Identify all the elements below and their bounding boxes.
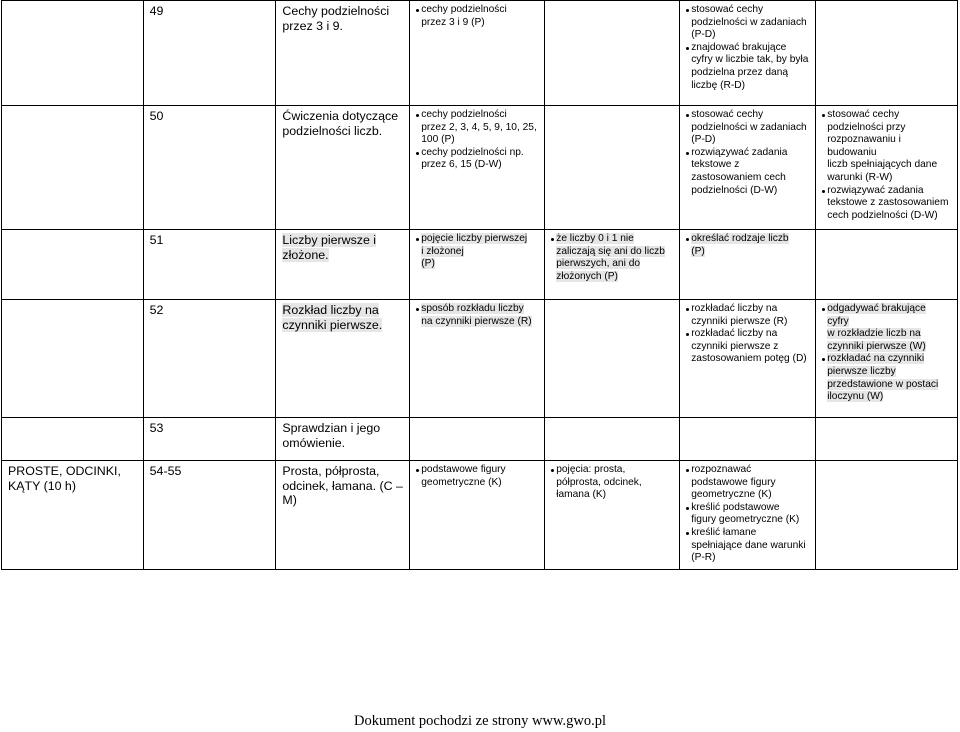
table-row <box>2 461 958 570</box>
footer-source: Dokument pochodzi ze strony www.gwo.pl <box>354 713 606 729</box>
bullet-line: (P-D) <box>691 29 716 41</box>
section-cell <box>2 1 144 106</box>
bullet-line: znajdować brakujące <box>691 41 787 53</box>
basic-skills <box>680 300 816 418</box>
required-knowledge <box>410 106 545 230</box>
bullet-line: rozwiązywać zadania <box>691 146 788 158</box>
lesson-topic <box>276 106 410 230</box>
bullet-line: czynniki pierwsze (R) <box>691 315 788 327</box>
bullet-line: cechy podzielności <box>421 109 507 120</box>
bullet-line <box>421 303 538 316</box>
bullet-line <box>421 316 538 329</box>
lesson-number: 50 <box>143 106 276 230</box>
bullet-item <box>686 502 809 527</box>
section-cell <box>2 230 144 300</box>
bullet-line: rozkładać liczby na <box>691 328 778 340</box>
highlight: iloczynu (W) <box>827 391 884 403</box>
bullet-line: cechy podzielności np. <box>421 146 524 158</box>
bullet-line <box>827 316 951 329</box>
bullet-line: tekstowe z <box>691 159 740 171</box>
highlight: określać rodzaje liczb <box>691 233 789 244</box>
bullet-line: cech podzielności (D-W) <box>827 209 938 221</box>
bullet-line <box>421 233 538 246</box>
highlight: przedstawione w postaci <box>827 378 939 390</box>
lesson-topic <box>276 418 410 461</box>
bullet-line: geometryczne (K) <box>421 476 502 488</box>
table-row <box>2 300 958 418</box>
bullet-item <box>416 233 538 271</box>
extended-knowledge <box>545 461 680 570</box>
bullet-line: podzielności w zadaniach <box>691 121 807 133</box>
bullet-line: rozpoznawaniu i budowaniu <box>827 134 901 158</box>
highlight: na czynniki pierwsze (R) <box>421 315 532 327</box>
bullet-line: (P-D) <box>691 134 716 146</box>
bullet-line <box>827 379 951 392</box>
bullet-line: podzielności przy <box>827 121 906 133</box>
section-cell <box>2 418 144 461</box>
bullet-line: zastosowaniem cech <box>691 171 786 183</box>
bullet-item <box>686 328 809 366</box>
lesson-topic <box>276 300 410 418</box>
lesson-topic <box>276 230 410 300</box>
bullet-line: cyfry w liczbie tak, by była <box>691 54 809 66</box>
highlight: i złożonej <box>421 245 464 257</box>
advanced-skills <box>816 418 958 461</box>
bullet-item <box>822 303 951 353</box>
highlight: czynniki pierwsze (W) <box>827 340 926 352</box>
bullet-item <box>686 109 809 147</box>
bullet-item <box>416 464 538 489</box>
bullet-line: podzielności w zadaniach <box>691 16 807 28</box>
topic-text: Cechy podzielności przez 3 i 9. <box>282 4 390 33</box>
bullet-line <box>827 303 951 316</box>
table-row <box>2 230 958 300</box>
extended-knowledge <box>545 1 680 106</box>
bullet-line: przez 3 i 9 (P) <box>421 16 485 28</box>
bullet-item <box>551 464 673 502</box>
table-row <box>2 106 958 230</box>
required-knowledge <box>410 418 545 461</box>
highlight: pojęcie liczby pierwszej <box>421 233 528 244</box>
basic-skills <box>680 106 816 230</box>
highlight: cyfry <box>827 315 849 327</box>
bullet-line: rozkładać liczby na <box>691 303 778 314</box>
bullet-item <box>686 42 809 92</box>
bullet-line: liczb spełniających dane <box>827 159 938 171</box>
highlight: rozkładać na czynniki <box>827 353 925 365</box>
bullet-line <box>827 366 951 379</box>
lesson-topic <box>276 1 410 106</box>
bullet-item <box>822 353 951 403</box>
bullet-line: rozwiązywać zadania <box>827 184 924 196</box>
bullet-item <box>686 147 809 197</box>
bullet-line: stosować cechy <box>691 4 764 15</box>
bullet-line: kreślić łamane <box>691 526 757 538</box>
section-cell <box>2 106 144 230</box>
bullet-item <box>686 233 809 258</box>
bullet-item <box>416 109 538 147</box>
highlight: że liczby 0 i 1 nie <box>556 233 634 244</box>
table-row <box>2 1 958 106</box>
bullet-line: liczbę (R-D) <box>691 79 745 91</box>
bullet-line: stosować cechy <box>691 109 764 120</box>
bullet-line <box>827 353 951 366</box>
extended-knowledge <box>545 418 680 461</box>
bullet-line: łamana (K) <box>556 489 607 501</box>
highlight: zaliczają się ani do liczb <box>556 245 665 257</box>
bullet-line <box>691 233 809 246</box>
bullet-line: spełniające dane warunki <box>691 539 806 551</box>
bullet-line: 100 (P) <box>421 134 455 146</box>
highlight: w rozkładzie liczb na <box>827 328 921 340</box>
required-knowledge <box>410 300 545 418</box>
required-knowledge <box>410 461 545 570</box>
bullet-line <box>827 328 951 341</box>
bullet-item <box>686 464 809 502</box>
highlight: pierwszych, ani do <box>556 258 641 270</box>
topic-text: Ćwiczenia dotyczące podzielności liczb. <box>282 109 399 138</box>
bullet-line: półprosta, odcinek, <box>556 476 642 488</box>
section-cell <box>2 300 144 418</box>
bullet-line <box>556 258 673 271</box>
bullet-item <box>416 303 538 328</box>
highlight: (P) <box>691 245 705 257</box>
bullet-line <box>556 233 673 246</box>
highlight: odgadywać brakujące <box>827 303 926 314</box>
bullet-line: podstawowe figury <box>421 464 506 475</box>
basic-skills <box>680 1 816 106</box>
advanced-skills <box>816 106 958 230</box>
bullet-line <box>827 391 951 404</box>
highlight: pierwsze liczby <box>827 365 896 377</box>
bullet-line: figury geometryczne (K) <box>691 514 800 526</box>
bullet-line: pojęcia: prosta, <box>556 464 626 475</box>
bullet-line <box>421 258 538 271</box>
lesson-plan-table <box>1 0 958 570</box>
required-knowledge <box>410 230 545 300</box>
bullet-line <box>691 246 809 259</box>
lesson-number: 54-55 <box>143 461 276 570</box>
bullet-line: cechy podzielności <box>421 4 507 15</box>
bullet-line: podzielności (D-W) <box>691 184 778 196</box>
bullet-item <box>822 185 951 223</box>
bullet-line: warunki (R-W) <box>827 171 893 183</box>
section-cell: PROSTE, ODCINKI, KĄTY (10 h) <box>2 461 144 570</box>
bullet-item <box>416 4 538 29</box>
bullet-line: (P-R) <box>691 552 716 564</box>
bullet-item <box>686 4 809 42</box>
bullet-line: przez 6, 15 (D-W) <box>421 159 502 171</box>
advanced-skills <box>816 1 958 106</box>
basic-skills <box>680 230 816 300</box>
bullet-line: tekstowe z zastosowaniem <box>827 197 949 209</box>
extended-knowledge <box>545 230 680 300</box>
advanced-skills <box>816 300 958 418</box>
lesson-topic <box>276 461 410 570</box>
lesson-number: 53 <box>143 418 276 461</box>
basic-skills <box>680 461 816 570</box>
bullet-line: czynniki pierwsze z <box>691 340 779 352</box>
bullet-item <box>686 303 809 328</box>
topic-text: Prosta, półprosta, odcinek, łamana. (C – M) <box>282 464 403 507</box>
lesson-number: 49 <box>143 1 276 106</box>
highlight: złożonych (P) <box>556 270 618 282</box>
topic-text: Sprawdzian i jego omówienie. <box>282 421 381 450</box>
bullet-line: kreślić podstawowe <box>691 501 780 513</box>
required-knowledge <box>410 1 545 106</box>
advanced-skills <box>816 461 958 570</box>
bullet-line: zastosowaniem potęg (D) <box>691 353 807 365</box>
advanced-skills <box>816 230 958 300</box>
bullet-item <box>686 527 809 565</box>
bullet-line <box>556 271 673 284</box>
bullet-item <box>822 109 951 185</box>
highlight: (P) <box>421 258 435 270</box>
topic-text: Rozkład liczby na czynniki pierwsze. <box>282 303 383 332</box>
highlight: sposób rozkładu liczby <box>421 303 524 314</box>
bullet-line: rozpoznawać <box>691 464 752 475</box>
topic-text: Liczby pierwsze i złożone. <box>282 233 377 262</box>
bullet-line <box>827 341 951 354</box>
lesson-number: 52 <box>143 300 276 418</box>
bullet-line <box>556 246 673 259</box>
table-row <box>2 418 958 461</box>
lesson-number: 51 <box>143 230 276 300</box>
bullet-line: przez 2, 3, 4, 5, 9, 10, 25, <box>421 121 537 133</box>
extended-knowledge <box>545 106 680 230</box>
extended-knowledge <box>545 300 680 418</box>
basic-skills <box>680 418 816 461</box>
bullet-item <box>551 233 673 283</box>
bullet-line <box>421 246 538 259</box>
bullet-line: geometryczne (K) <box>691 489 772 501</box>
bullet-line: stosować cechy <box>827 109 900 120</box>
bullet-line: podzielna przez daną <box>691 66 789 78</box>
bullet-line: podstawowe figury <box>691 476 776 488</box>
bullet-item <box>416 147 538 172</box>
